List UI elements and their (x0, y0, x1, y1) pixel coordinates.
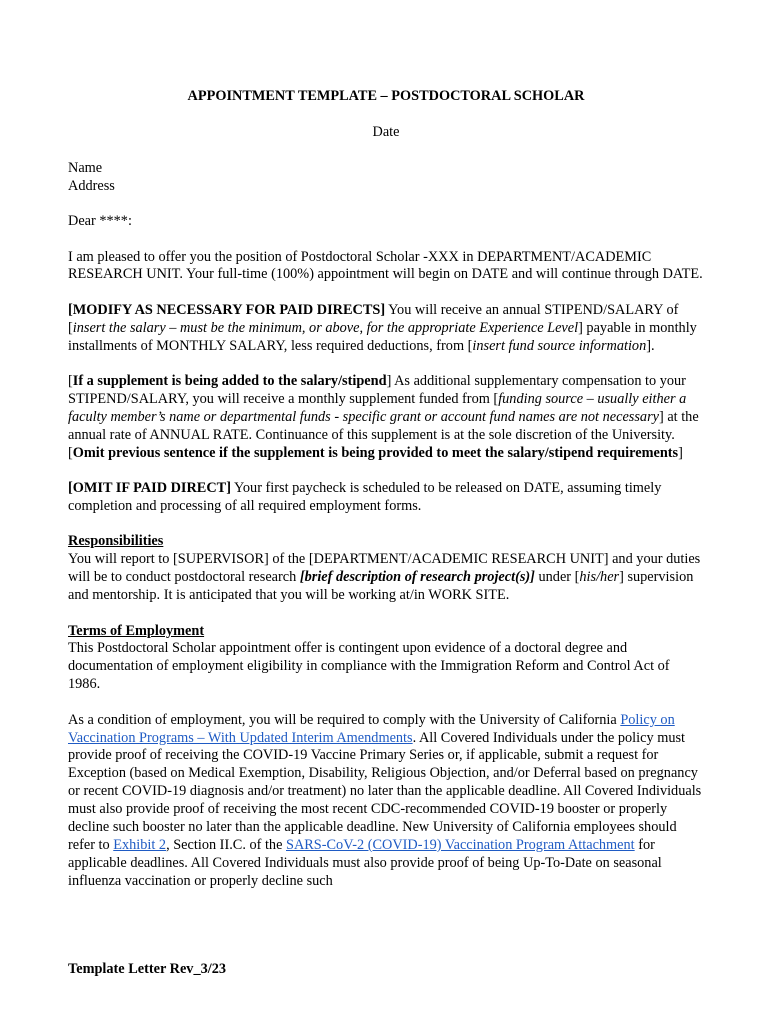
responsibilities-text-3: ] supervision and mentorship. It is anticipated that you will be working at/in WORK SITE. (68, 569, 694, 604)
salary-text-2: ] payable in monthly installments of MONTHLY SALARY, less required deductions, from [ (68, 319, 697, 354)
footer-template-rev: Template Letter Rev_3/23 (68, 961, 227, 977)
vaccination-text-3: , Section II.C. of the (166, 837, 286, 853)
responsibilities-heading: Responsibilities (68, 533, 164, 550)
supplement-text-1: ] As additional supplementary compensation to your STIPEND/SALARY, you will receive a monthly supplement funded from [ (68, 373, 686, 407)
terms-text: This Postdoctoral Scholar appointment offer is contingent upon evidence of a doctoral degree and documentation of employment eligibility in compliance with the Immigration Reform and Control Act of 1986. (68, 640, 670, 693)
paragraph-supplement (68, 373, 704, 463)
omit-instruction: Omit previous sentence if the supplement is being provided to meet the salary/stipend requirements (72, 444, 679, 461)
salary-insert-note: insert the salary – must be the minimum, or above, for the appropriate Experience Level (72, 319, 579, 336)
page-title: APPOINTMENT TEMPLATE – POSTDOCTORAL SCHOLAR (187, 88, 585, 104)
salary-text-1: You will receive an annual STIPEND/SALARY of [ (68, 301, 679, 336)
paycheck-text: Your first paycheck is scheduled to be released on DATE, assuming timely completion and processing of all required employment forms. (68, 480, 662, 514)
vaccination-text-2: . All Covered Individuals under the policy must provide proof of receiving the COVID-19 Vaccine Primary Series or, if applicable, submit a request for Exception (based on Medical Exemption, Disability, Religious Objection, and/or Deferral based on pregnancy or recent COVID-19 diagnosis and/or treatment) no later than the applicable deadline. All Covered Individuals must also provide proof of receiving the most recent CDC-recommended COVID-19 booster or properly decline such booster no later than the applicable deadline. New University of California employees should refer to (68, 729, 702, 853)
pronoun-note: his/her (579, 569, 620, 586)
supplement-instruction: If a supplement is being added to the salary/stipend (72, 373, 387, 390)
salutation: Dear ****: (68, 213, 132, 230)
exhibit-2-link[interactable]: Exhibit 2 (113, 837, 167, 853)
funding-source-note: funding source – usually either a faculty member’s name or departmental funds - specific grant or account fund names are not necessary (68, 390, 687, 425)
research-description-note: [brief description of research project(s)] (299, 569, 535, 586)
recipient-name: Name (68, 159, 103, 176)
section-terms (68, 623, 704, 695)
fund-source-note: insert fund source information (472, 337, 647, 354)
salary-text-3: ]. (646, 337, 655, 354)
vaccination-policy-link[interactable]: Policy on Vaccination Programs – With Updated Interim Amendments (68, 711, 675, 746)
vaccination-text-4: for applicable deadlines. All Covered Individuals must also provide proof of being Up-To-Date on seasonal influenza vaccination or properly decline such (68, 837, 662, 889)
paragraph-paycheck (68, 480, 704, 516)
vaccination-text-1: As a condition of employment, you will be required to comply with the University of California (68, 711, 621, 728)
letter-body (68, 88, 704, 908)
paragraph-salary (68, 302, 704, 356)
supplement-text-3: ] (678, 444, 683, 461)
letter-date: Date (372, 123, 400, 140)
salary-instruction: [MODIFY AS NECESSARY FOR PAID DIRECTS] (68, 301, 386, 318)
supplement-text-0: [ (68, 373, 73, 390)
vaccination-attachment-link[interactable]: SARS-CoV-2 (COVID-19) Vaccination Program Attachment (286, 837, 635, 853)
paycheck-instruction: [OMIT IF PAID DIRECT] (68, 480, 231, 497)
paragraph-offer: I am pleased to offer you the position of Postdoctoral Scholar -XXX in DEPARTMENT/ACADEMIC RESEARCH UNIT. Your full-time (100%) appointment will begin on DATE and will continue through DATE. (68, 248, 703, 283)
terms-heading: Terms of Employment (68, 622, 205, 639)
recipient-block (68, 160, 704, 196)
section-responsibilities (68, 533, 704, 605)
recipient-address: Address (68, 177, 115, 194)
supplement-text-2: ] at the annual rate of ANNUAL RATE. Continuance of this supplement is at the sole discretion of the University. [ (68, 408, 699, 461)
paragraph-vaccination (68, 712, 704, 891)
responsibilities-text-1: You will report to [SUPERVISOR] of the [DEPARTMENT/ACADEMIC RESEARCH UNIT] and your duties will be to conduct postdoctoral research (68, 551, 701, 586)
responsibilities-text-2: under [ (534, 569, 580, 586)
